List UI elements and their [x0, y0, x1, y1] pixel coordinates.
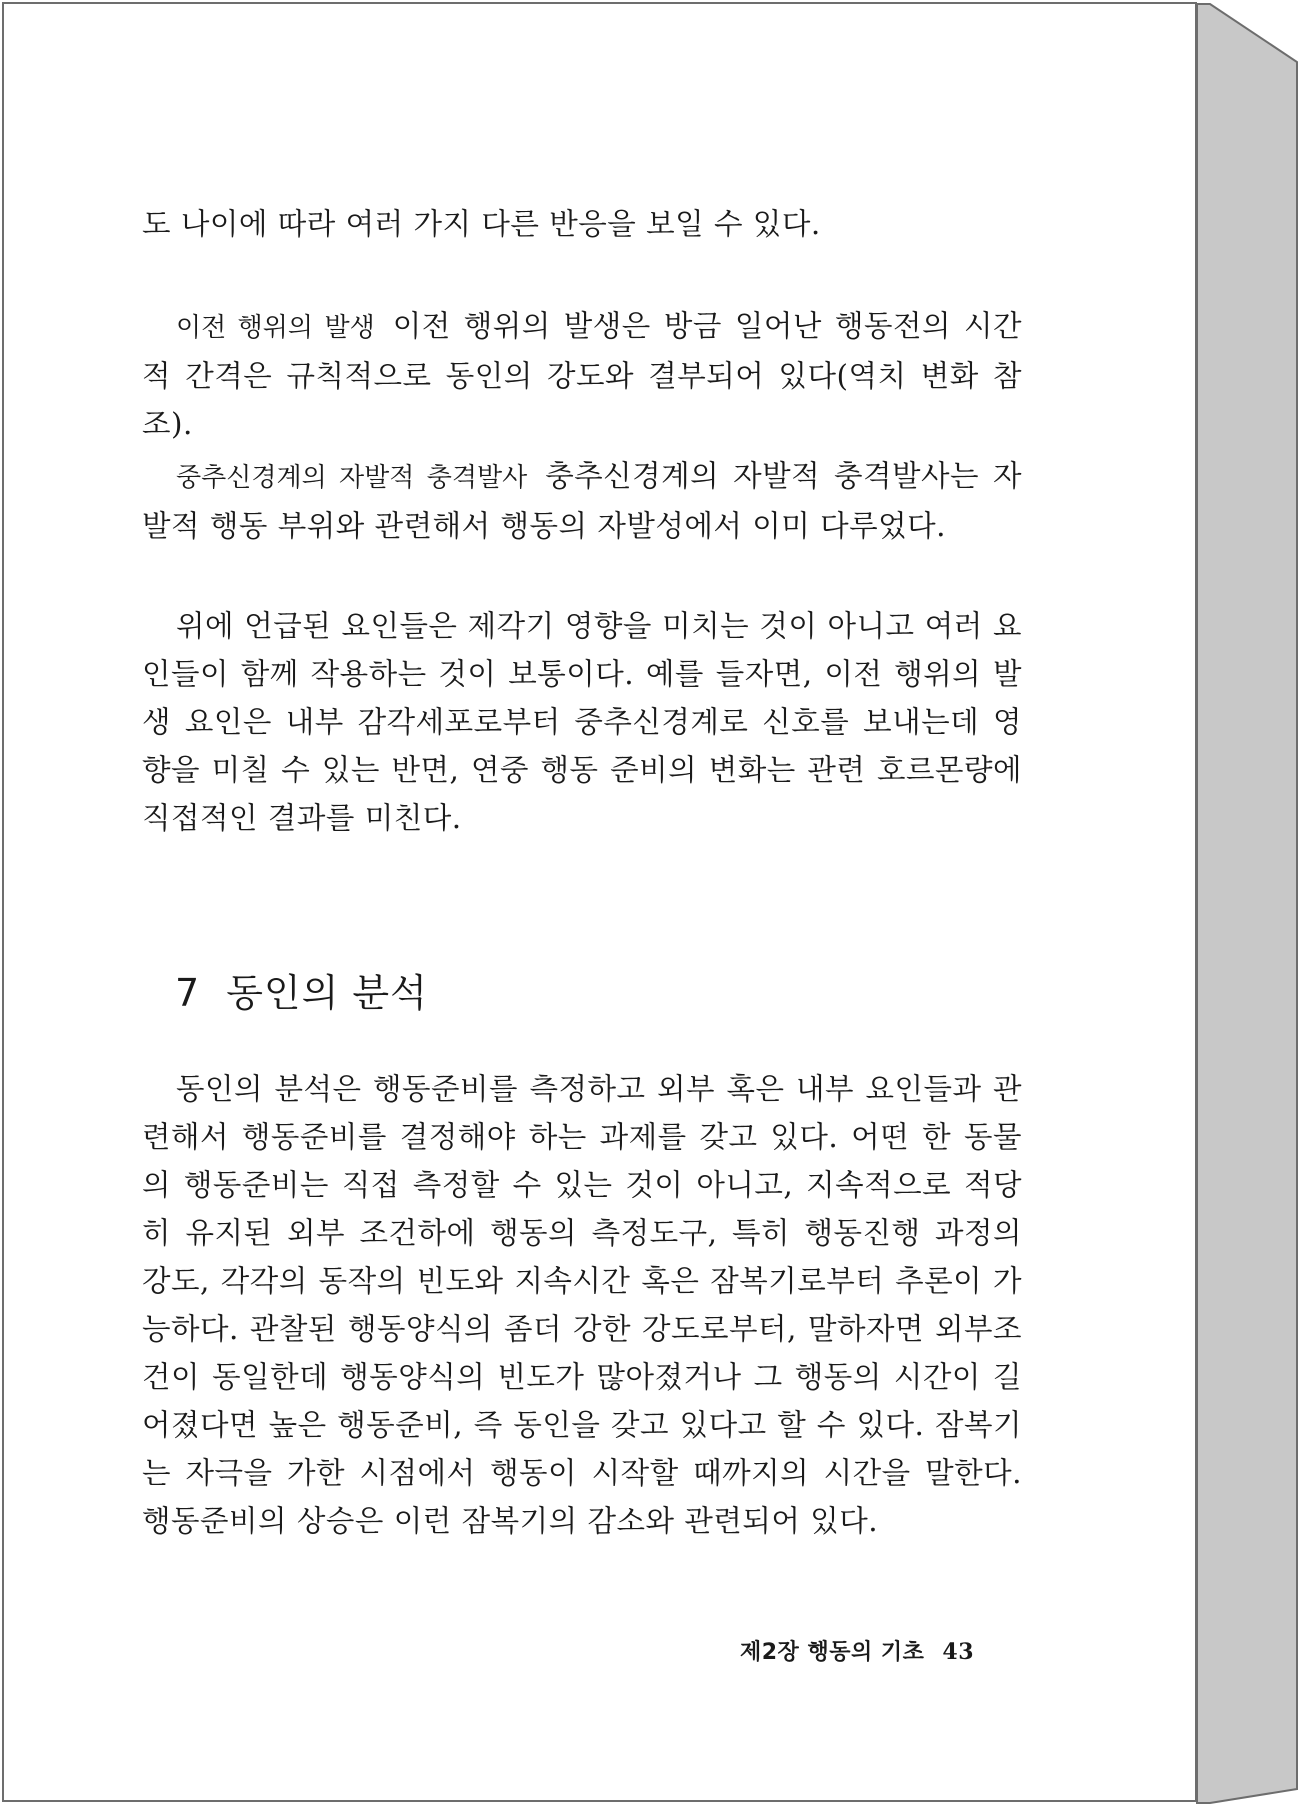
chapter-title: 제2장 행동의 기초	[740, 1640, 925, 1665]
body-block-2	[142, 302, 1022, 448]
section-number: 7	[175, 971, 201, 1015]
section-title: 동인의 분석	[226, 971, 428, 1015]
body-block-5	[142, 1065, 1022, 1545]
paragraph-continuation: 도 나이에 따라 여러 가지 다른 반응을 보일 수 있다.	[142, 207, 821, 241]
run-in-heading: 이전 행위의 발생	[176, 313, 375, 343]
paragraph-cns-discharge	[142, 452, 1022, 550]
running-footer	[740, 1635, 974, 1666]
paragraph-previous-act	[142, 302, 1022, 448]
section-heading	[175, 962, 428, 1017]
body-block-3	[142, 452, 1022, 550]
paragraph-text: 이전 행위의 발생은 방금 일어난 행동전의 시간적 간격은 규칙적으로 동인의 강도와 결부되어 있다(역치 변화 참조).	[142, 309, 1022, 441]
paragraph-factors: 위에 언급된 요인들은 제각기 영향을 미치는 것이 아니고 여러 요인들이 함께 작용하는 것이 보통이다. 예를 들자면, 이전 행위의 발생 요인은 내부 감각세포로부터 중추신경계로 신호를 보내는데 영향을 미칠 수 있는 반면, 연중 행동 준비의 변화는 관련 호르몬량에 직접적인 결과를 미친다.	[142, 609, 1022, 835]
body-block-4	[142, 602, 1022, 842]
paragraph-drive-analysis: 동인의 분석은 행동준비를 측정하고 외부 혹은 내부 요인들과 관련해서 행동준비를 결정해야 하는 과제를 갖고 있다. 어떤 한 동물의 행동준비는 직접 측정할 수 있는 것이 아니고, 지속적으로 적당히 유지된 외부 조건하에 행동의 측정도구, 특히 행동진행 과정의 강도, 각각의 동작의 빈도와 지속시간 혹은 잠복기로부터 추론이 가능하다. 관찰된 행동양식의 좀더 강한 강도로부터, 말하자면 외부조건이 동일한데 행동양식의 빈도가 많아졌거나 그 행동의 시간이 길어졌다면 높은 행동준비, 즉 동인을 갖고 있다고 할 수 있다. 잠복기는 자극을 가한 시점에서 행동이 시작할 때까지의 시간을 말한다. 행동준비의 상승은 이런 잠복기의 감소와 관련되어 있다.	[142, 1072, 1022, 1538]
run-in-heading: 중추신경계의 자발적 충격발사	[176, 463, 528, 493]
body-block-1	[142, 200, 1022, 248]
paragraph-text: 충추신경계의 자발적 충격발사는 자발적 행동 부위와 관련해서 행동의 자발성에서 이미 다루었다.	[142, 459, 1022, 543]
page-number: 43	[942, 1639, 975, 1665]
